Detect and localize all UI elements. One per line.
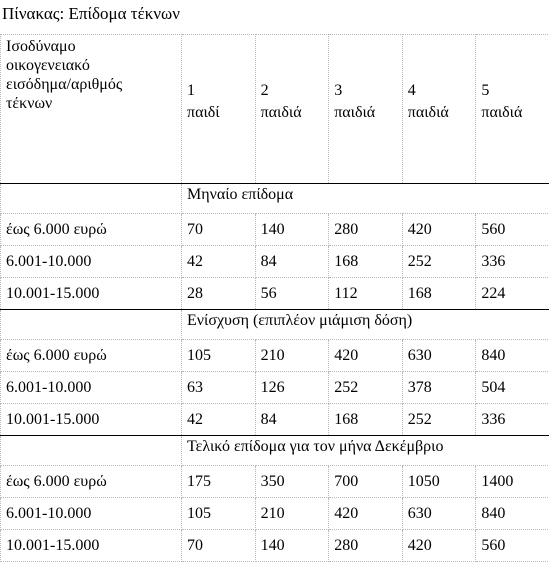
table-cell: 105 [182,498,256,530]
column-header-1 [182,35,256,184]
column-header-number: 5 [481,80,549,102]
table-cell: 378 [402,372,476,404]
row-label: 10.001-15.000 [1,530,182,562]
table-cell: 168 [329,404,403,436]
table-cell: 420 [329,498,403,530]
row-label: 6.001-10.000 [1,498,182,530]
table-cell: 1050 [402,466,476,498]
table-cell: 630 [402,498,476,530]
table-cell: 700 [329,466,403,498]
section-spacer-cell [1,310,182,340]
section-spacer-cell [1,184,182,214]
row-label: έως 6.000 ευρώ [1,466,182,498]
table-cell: 42 [182,404,256,436]
column-header-word: παιδιά [408,102,476,124]
table-cell: 175 [182,466,256,498]
table-cell: 56 [255,278,329,310]
table-cell: 105 [182,340,256,372]
header-label-cell [1,35,182,184]
section-header-row [1,184,549,214]
table-header-row [1,35,549,184]
row-label: 6.001-10.000 [1,246,182,278]
table-cell: 560 [476,530,549,562]
column-header-2 [255,35,329,184]
table-cell: 210 [255,498,329,530]
row-label: έως 6.000 ευρώ [1,340,182,372]
section-title: Ενίσχυση (επιπλέον μιάμιση δόση) [182,310,549,340]
table-cell: 140 [255,214,329,246]
table-cell: 224 [476,278,549,310]
table-cell: 1400 [476,466,549,498]
table-row [1,404,549,436]
table-cell: 336 [476,404,549,436]
header-label-line: Ισοδύναμο [6,37,181,56]
header-label-line: οικογενειακό [6,56,181,75]
table-cell: 252 [402,246,476,278]
column-header-5 [476,35,549,184]
table-cell: 840 [476,498,549,530]
table-cell: 63 [182,372,256,404]
table-caption: Πίνακας: Επίδομα τέκνων [2,4,180,24]
table-row [1,466,549,498]
table-cell: 280 [329,214,403,246]
table-cell: 84 [255,404,329,436]
table-cell: 630 [402,340,476,372]
table-cell: 336 [476,246,549,278]
column-header-4 [402,35,476,184]
section-title: Τελικό επίδομα για τον μήνα Δεκέμβριο [182,436,549,466]
column-header-number: 1 [187,80,255,102]
table-cell: 504 [476,372,549,404]
table-cell: 252 [402,404,476,436]
table-cell: 126 [255,372,329,404]
row-label: 10.001-15.000 [1,278,182,310]
header-label-line: εισόδημα/αριθμός [6,75,181,94]
table-cell: 168 [329,246,403,278]
table-row [1,372,549,404]
column-header-word: παιδί [187,102,255,124]
column-header-word: παιδιά [481,102,549,124]
section-spacer-cell [1,436,182,466]
section-header-row [1,436,549,466]
table-row [1,530,549,562]
table-cell: 70 [182,530,256,562]
table-row [1,498,549,530]
table-cell: 420 [329,340,403,372]
table-cell: 70 [182,214,256,246]
row-label: έως 6.000 ευρώ [1,214,182,246]
table-cell: 350 [255,466,329,498]
child-benefit-table [0,34,549,562]
column-header-word: παιδιά [261,102,329,124]
table-cell: 210 [255,340,329,372]
table-cell: 112 [329,278,403,310]
header-label-line: τέκνων [6,94,181,113]
table-row [1,246,549,278]
row-label: 6.001-10.000 [1,372,182,404]
table-cell: 84 [255,246,329,278]
column-header-3 [329,35,403,184]
table-cell: 840 [476,340,549,372]
column-header-number: 4 [408,80,476,102]
table-cell: 168 [402,278,476,310]
table-cell: 42 [182,246,256,278]
table-cell: 560 [476,214,549,246]
column-header-number: 2 [261,80,329,102]
table-cell: 252 [329,372,403,404]
table-cell: 28 [182,278,256,310]
table-cell: 280 [329,530,403,562]
table-row [1,340,549,372]
section-header-row [1,310,549,340]
table-row [1,278,549,310]
column-header-word: παιδιά [334,102,402,124]
row-label: 10.001-15.000 [1,404,182,436]
column-header-number: 3 [334,80,402,102]
table-cell: 420 [402,214,476,246]
table-row [1,214,549,246]
table-cell: 420 [402,530,476,562]
table-cell: 140 [255,530,329,562]
section-title: Μηναίο επίδομα [182,184,549,214]
